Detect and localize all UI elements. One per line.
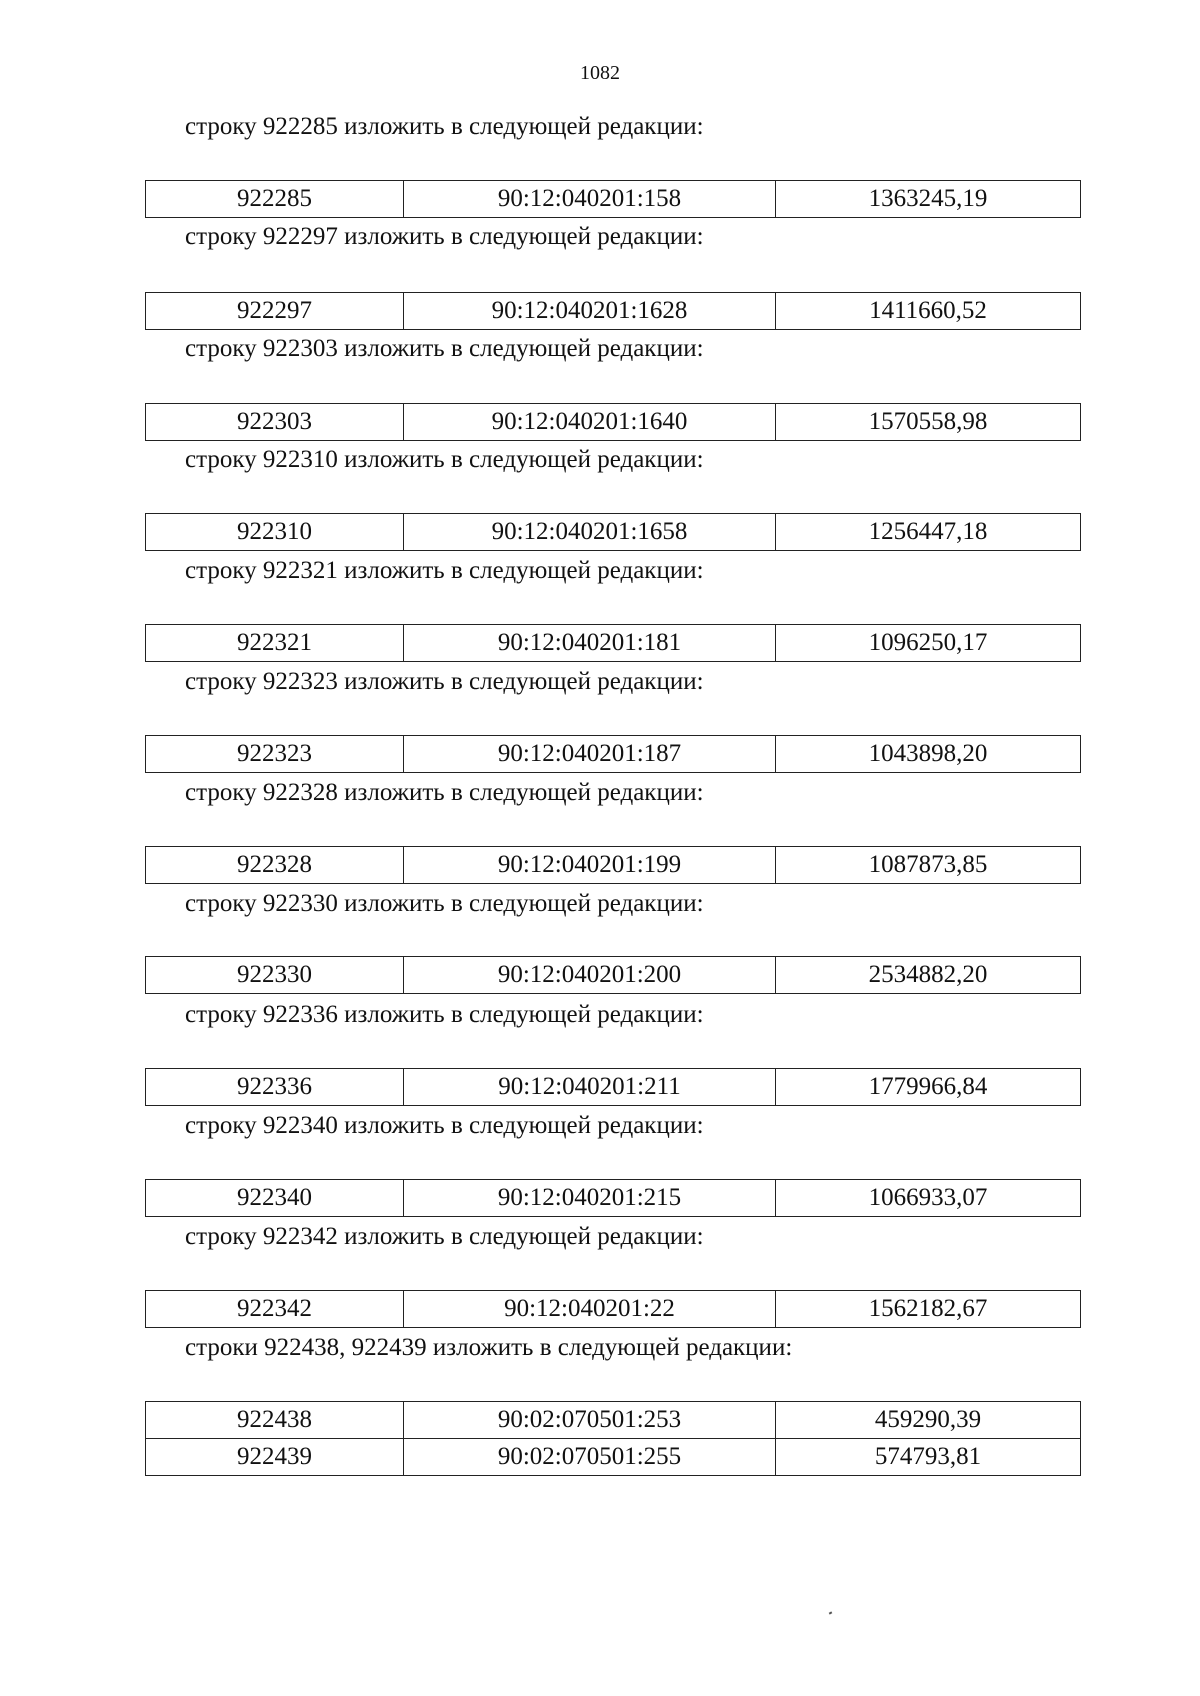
table-row	[146, 1069, 1081, 1106]
row-number-cell: 922336	[146, 1069, 404, 1106]
instruction-text: строку 922336 изложить в следующей редакции:	[185, 1001, 704, 1028]
row-number-cell: 922285	[146, 181, 404, 218]
value-cell: 574793,81	[776, 1439, 1081, 1476]
amendment-table	[145, 956, 1081, 994]
instruction-text: строки 922438, 922439 изложить в следующей редакции:	[185, 1334, 793, 1361]
value-cell: 1779966,84	[776, 1069, 1081, 1106]
table-row	[146, 1291, 1081, 1328]
amendment-table	[145, 846, 1081, 884]
amendment-table	[145, 1401, 1081, 1476]
instruction-text: строку 922323 изложить в следующей редакции:	[185, 668, 704, 695]
amendment-table	[145, 292, 1081, 330]
instruction-text: строку 922310 изложить в следующей редакции:	[185, 446, 704, 473]
table-row	[146, 957, 1081, 994]
row-number-cell: 922342	[146, 1291, 404, 1328]
table-row	[146, 181, 1081, 218]
amendment-table	[145, 624, 1081, 662]
amendment-table	[145, 403, 1081, 441]
cadastral-number-cell: 90:12:040201:1658	[404, 514, 776, 551]
amendment-table	[145, 735, 1081, 773]
cadastral-number-cell: 90:12:040201:200	[404, 957, 776, 994]
cadastral-number-cell: 90:12:040201:181	[404, 625, 776, 662]
row-number-cell: 922310	[146, 514, 404, 551]
value-cell: 1087873,85	[776, 847, 1081, 884]
amendment-table	[145, 180, 1081, 218]
row-number-cell: 922439	[146, 1439, 404, 1476]
cadastral-number-cell: 90:12:040201:187	[404, 736, 776, 773]
instruction-text: строку 922342 изложить в следующей редакции:	[185, 1223, 704, 1250]
value-cell: 1570558,98	[776, 404, 1081, 441]
table-row	[146, 514, 1081, 551]
instruction-text: строку 922285 изложить в следующей редакции:	[185, 113, 704, 140]
cadastral-number-cell: 90:12:040201:199	[404, 847, 776, 884]
cadastral-number-cell: 90:02:070501:255	[404, 1439, 776, 1476]
cadastral-number-cell: 90:12:040201:215	[404, 1180, 776, 1217]
table-row	[146, 847, 1081, 884]
amendment-table	[145, 1179, 1081, 1217]
amendment-table	[145, 1068, 1081, 1106]
value-cell: 1562182,67	[776, 1291, 1081, 1328]
page-number: 1082	[580, 62, 620, 84]
table-row	[146, 1439, 1081, 1476]
scan-speck	[829, 1611, 833, 1614]
row-number-cell: 922330	[146, 957, 404, 994]
cadastral-number-cell: 90:12:040201:211	[404, 1069, 776, 1106]
value-cell: 1411660,52	[776, 293, 1081, 330]
instruction-text: строку 922297 изложить в следующей редакции:	[185, 223, 704, 250]
table-row	[146, 1180, 1081, 1217]
value-cell: 1066933,07	[776, 1180, 1081, 1217]
amendment-table	[145, 1290, 1081, 1328]
instruction-text: строку 922340 изложить в следующей редакции:	[185, 1112, 704, 1139]
value-cell: 1363245,19	[776, 181, 1081, 218]
table-row	[146, 404, 1081, 441]
instruction-text: строку 922321 изложить в следующей редакции:	[185, 557, 704, 584]
row-number-cell: 922340	[146, 1180, 404, 1217]
value-cell: 459290,39	[776, 1402, 1081, 1439]
value-cell: 1043898,20	[776, 736, 1081, 773]
row-number-cell: 922321	[146, 625, 404, 662]
instruction-text: строку 922328 изложить в следующей редакции:	[185, 779, 704, 806]
value-cell: 2534882,20	[776, 957, 1081, 994]
cadastral-number-cell: 90:02:070501:253	[404, 1402, 776, 1439]
cadastral-number-cell: 90:12:040201:158	[404, 181, 776, 218]
table-row	[146, 1402, 1081, 1439]
row-number-cell: 922438	[146, 1402, 404, 1439]
row-number-cell: 922323	[146, 736, 404, 773]
row-number-cell: 922303	[146, 404, 404, 441]
table-row	[146, 736, 1081, 773]
value-cell: 1096250,17	[776, 625, 1081, 662]
value-cell: 1256447,18	[776, 514, 1081, 551]
table-row	[146, 625, 1081, 662]
cadastral-number-cell: 90:12:040201:22	[404, 1291, 776, 1328]
table-row	[146, 293, 1081, 330]
instruction-text: строку 922330 изложить в следующей редакции:	[185, 890, 704, 917]
instruction-text: строку 922303 изложить в следующей редакции:	[185, 335, 704, 362]
cadastral-number-cell: 90:12:040201:1628	[404, 293, 776, 330]
amendment-table	[145, 513, 1081, 551]
cadastral-number-cell: 90:12:040201:1640	[404, 404, 776, 441]
row-number-cell: 922297	[146, 293, 404, 330]
row-number-cell: 922328	[146, 847, 404, 884]
